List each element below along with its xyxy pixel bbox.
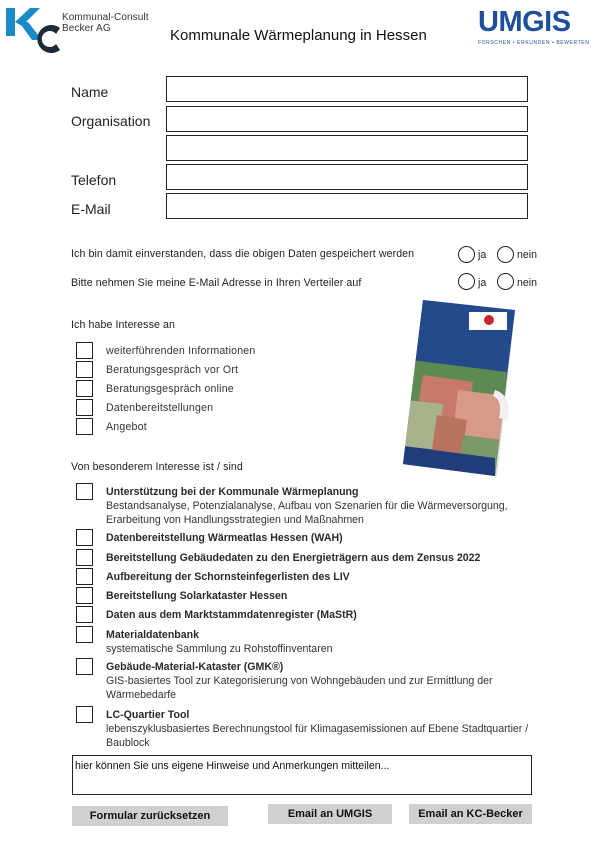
interest-label-data: Datenbereitstellungen xyxy=(106,402,214,414)
kc-line-1: Kommunal-Consult xyxy=(62,12,149,23)
newsletter-consent-text: Bitte nehmen Sie meine E-Mail Adresse in Ihren Verteiler auf xyxy=(71,277,362,289)
special-title-solar: Bereitstellung Solarkataster Hessen xyxy=(106,590,288,602)
special-title-materialdatenbank: Materialdatenbank xyxy=(106,629,200,641)
special-checkbox-gmk[interactable] xyxy=(76,658,93,675)
special-title-gmk: Gebäude-Material-Kataster (GMK®) xyxy=(106,661,284,673)
email-umgis-button[interactable]: Email an UMGIS xyxy=(268,804,392,824)
newsletter-no-radio[interactable] xyxy=(497,273,514,290)
interest-checkbox-onsite[interactable] xyxy=(76,361,93,378)
interest-checkbox-data[interactable] xyxy=(76,399,93,416)
special-title-waermeplanung: Unterstützung bei der Kommunale Wärmeplanung xyxy=(106,486,359,498)
special-title-mastr: Daten aus dem Marktstammdatenregister (MaStR) xyxy=(106,609,357,621)
special-checkbox-zensus[interactable] xyxy=(76,549,93,566)
brochure-image xyxy=(403,300,515,476)
organisation-label: Organisation xyxy=(71,113,151,129)
email-label: E-Mail xyxy=(71,201,111,217)
special-checkbox-liv[interactable] xyxy=(76,568,93,585)
special-title-lc-quartier: LC-Quartier Tool xyxy=(106,709,190,721)
storage-no-radio[interactable] xyxy=(497,246,514,263)
special-checkbox-solar[interactable] xyxy=(76,587,93,604)
special-checkbox-materialdatenbank[interactable] xyxy=(76,626,93,643)
name-field[interactable] xyxy=(166,76,528,102)
page-title: Kommunale Wärmeplanung in Hessen xyxy=(170,27,427,44)
organisation-field-line-2[interactable] xyxy=(166,135,528,161)
newsletter-no-label: nein xyxy=(517,277,538,289)
special-checkbox-mastr[interactable] xyxy=(76,606,93,623)
umgis-logo: UMGIS xyxy=(478,6,571,38)
special-checkbox-lc-quartier[interactable] xyxy=(76,706,93,723)
interest-checkbox-offer[interactable] xyxy=(76,418,93,435)
special-desc-waermeplanung: Bestandsanalyse, Potenzialanalyse, Aufbau von Szenarien für die Wärmeversorgung, Erarbeitung von Handlungsstrategien und Maßnahmen xyxy=(106,500,508,526)
interest-label-onsite: Beratungsgespräch vor Ort xyxy=(106,364,239,376)
storage-yes-radio[interactable] xyxy=(458,246,475,263)
newsletter-yes-label: ja xyxy=(478,277,487,289)
email-field[interactable] xyxy=(166,193,528,219)
storage-no-label: nein xyxy=(517,249,538,261)
storage-yes-label: ja xyxy=(478,249,487,261)
special-desc-lc-quartier: lebenszyklusbasiertes Berechnungstool für Klimagasemissionen auf Ebene Stadtquartier / Baublock xyxy=(106,723,529,749)
interest-checkbox-online[interactable] xyxy=(76,380,93,397)
special-heading: Von besonderem Interesse ist / sind xyxy=(71,461,243,473)
name-label: Name xyxy=(71,84,109,100)
storage-consent-text: Ich bin damit einverstanden, dass die obigen Daten gespeichert werden xyxy=(71,248,415,260)
special-desc-gmk: GIS-basiertes Tool zur Kategorisierung von Wohngebäuden und zur Ermittlung der Wärmebedarfe xyxy=(106,675,493,701)
kc-line-2: Becker AG xyxy=(62,23,111,34)
special-checkbox-waermeplanung[interactable] xyxy=(76,483,93,500)
special-desc-materialdatenbank: systematische Sammlung zu Rohstoffinventaren xyxy=(106,643,333,655)
newsletter-yes-radio[interactable] xyxy=(458,273,475,290)
interest-label-offer: Angebot xyxy=(106,421,147,433)
interest-label-info: weiterführenden Informationen xyxy=(106,345,256,357)
telefon-label: Telefon xyxy=(71,172,117,188)
interests-heading: Ich habe Interesse an xyxy=(71,319,175,331)
telefon-field[interactable] xyxy=(166,164,528,190)
umgis-tagline: FORSCHEN • ERKUNDEN • BEWERTEN xyxy=(478,40,590,46)
notes-placeholder: hier können Sie uns eigene Hinweise und Anmerkungen mitteilen... xyxy=(75,760,390,772)
kommunal-consult-wordmark xyxy=(62,12,149,34)
reset-form-button[interactable]: Formular zurücksetzen xyxy=(72,806,228,826)
special-title-wah: Datenbereitstellung Wärmeatlas Hessen (WAH) xyxy=(106,532,343,544)
interest-checkbox-info[interactable] xyxy=(76,342,93,359)
organisation-field[interactable] xyxy=(166,106,528,132)
special-title-liv: Aufbereitung der Schornsteinfegerlisten des LIV xyxy=(106,571,350,583)
email-kc-becker-button[interactable]: Email an KC-Becker xyxy=(409,804,532,824)
special-title-zensus: Bereitstellung Gebäudedaten zu den Energieträgern aus dem Zensus 2022 xyxy=(106,552,481,564)
interest-label-online: Beratungsgespräch online xyxy=(106,383,234,395)
special-checkbox-wah[interactable] xyxy=(76,529,93,546)
